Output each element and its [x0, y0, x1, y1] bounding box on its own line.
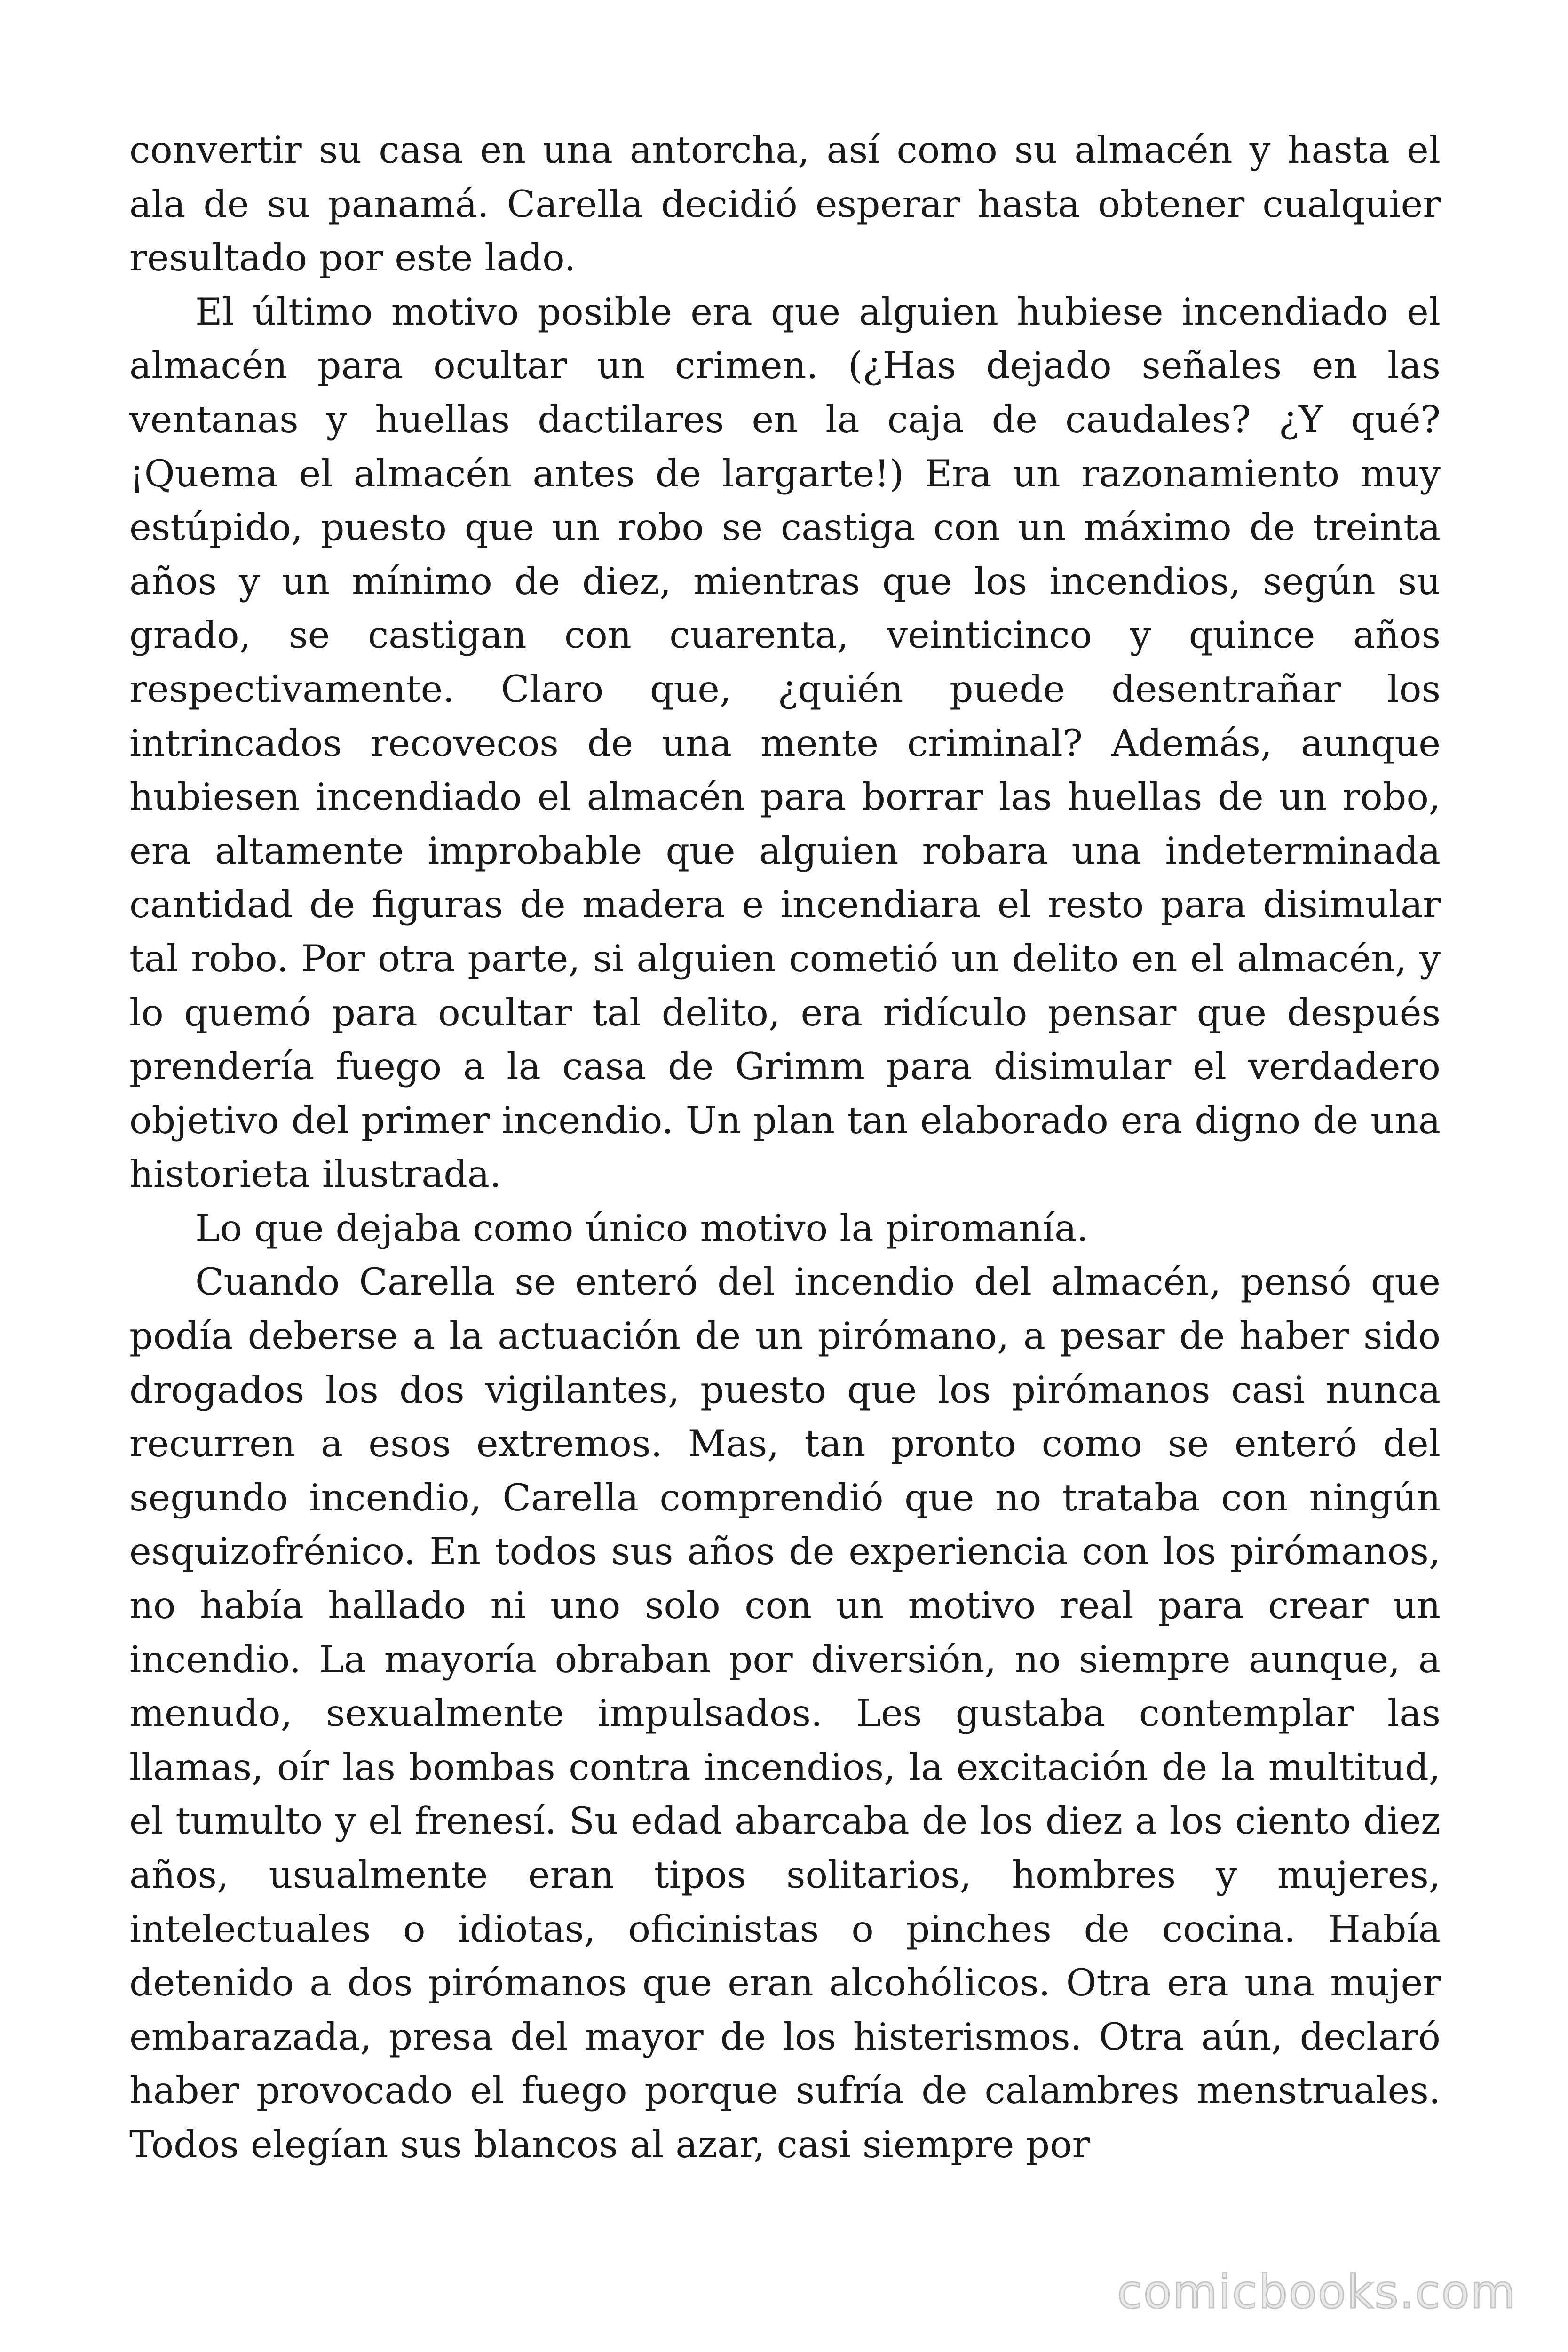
paragraph-1: convertir su casa en una antorcha, así como su almacén y hasta el ala de su panamá. Carella decidió esperar hasta obtener cualquier resultado por este lado.: [129, 128, 1441, 280]
paragraph-4: Cuando Carella se enteró del incendio del almacén, pensó que podía deberse a la actuación de un pirómano, a pesar de haber sido drogados los dos vigilantes, puesto que los pirómanos casi nunca recurren a esos extremos. Mas, tan pronto como se enteró del segundo incendio, Carella comprendió que no trataba con ningún esquizofrénico. En todos sus años de experiencia con los pirómanos, no había hallado ni uno solo con un motivo real para crear un incendio. La mayoría obraban por diversión, no siempre aunque, a menudo, sexualmente impulsados. Les gustaba contemplar las llamas, oír las bombas contra incendios, la excitación de la multitud, el tumulto y el frenesí. Su edad abarcaba de los diez a los ciento diez años, usualmente eran tipos solitarios, hombres y mujeres, intelectuales o idiotas, oficinistas o pinches de cocina. Había detenido a dos pirómanos que eran alcohólicos. Otra era una mujer embarazada, presa del mayor de los histerismos. Otra aún, declaró haber provocado el fuego porque sufría de calambres menstruales. Todos elegían sus blancos al azar, casi siempre por: [129, 1260, 1441, 2166]
body-text: [129, 123, 1441, 2172]
watermark: comicbooks.com: [1117, 2265, 1516, 2319]
paragraph-2: El último motivo posible era que alguien hubiese incendiado el almacén para ocultar un crimen. (¿Has dejado señales en las ventanas y huellas dactilares en la caja de caudales? ¿Y qué? ¡Quema el almacén antes de largarte!) Era un razonamiento muy estúpido, puesto que un robo se castiga con un máximo de treinta años y un mínimo de diez, mientras que los incendios, según su grado, se castigan con cuarenta, veinticinco y quince años respectivamente. Claro que, ¿quién puede desentrañar los intrincados recovecos de una mente criminal? Además, aunque hubiesen incendiado el almacén para borrar las huellas de un robo, era altamente improbable que alguien robara una indeterminada cantidad de figuras de madera e incendiara el resto para disimular tal robo. Por otra parte, si alguien cometió un delito en el almacén, y lo quemó para ocultar tal delito, era ridículo pensar que después prendería fuego a la casa de Grimm para disimular el verdadero objetivo del primer incendio. Un plan tan elaborado era digno de una historieta ilustrada.: [129, 290, 1441, 1196]
paragraph-3: Lo que dejaba como único motivo la piromanía.: [195, 1206, 1089, 1250]
